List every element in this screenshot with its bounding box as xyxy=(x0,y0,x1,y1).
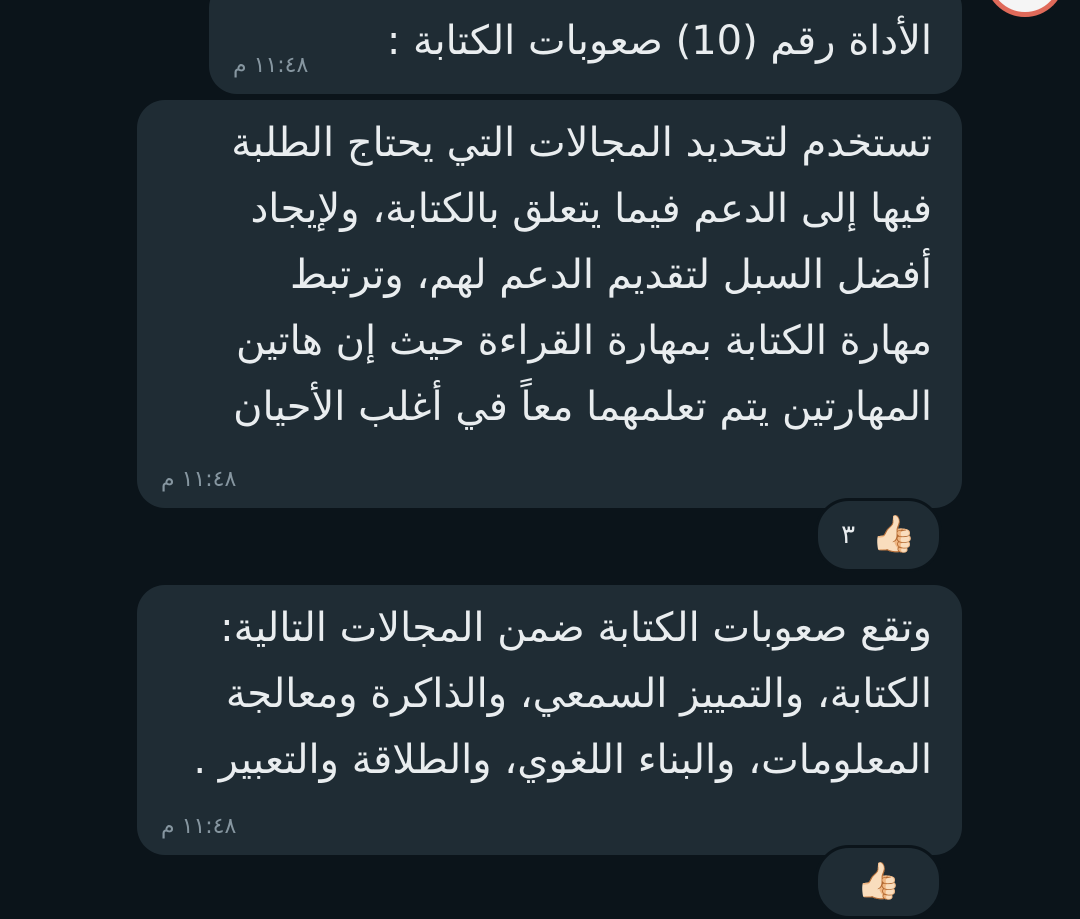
thumbs-up-icon: 👍🏻 xyxy=(871,514,916,555)
message-time: ١١:٤٨ م xyxy=(233,53,309,78)
message-time: ١١:٤٨ م xyxy=(161,814,237,839)
avatar[interactable] xyxy=(985,0,1065,17)
message-bubble[interactable] xyxy=(209,0,962,94)
message-time: ١١:٤٨ م xyxy=(161,467,237,492)
message-text: الأداة رقم (10) صعوبات الكتابة : xyxy=(386,18,932,64)
reaction-count: ٣ xyxy=(841,520,856,550)
reaction-badge[interactable] xyxy=(815,845,942,919)
thumbs-up-icon: 👍🏻 xyxy=(856,861,901,902)
message-text: تستخدم لتحديد المجالات التي يحتاج الطلبة فيها إلى الدعم فيما يتعلق بالكتابة، ولإيجاد أفضل السبل لتقديم الدعم لهم، وترتبط مهارة الكتابة بمهارة القراءة حيث إن هاتين المهارتين يتم تعلمهما معاً في أغلب الأحيان xyxy=(231,120,932,430)
message-text: وتقع صعوبات الكتابة ضمن المجالات التالية: الكتابة، والتمييز السمعي، والذاكرة ومعالجة المعلومات، والبناء اللغوي، والطلاقة والتعبير . xyxy=(193,605,932,783)
message-bubble[interactable] xyxy=(137,100,962,508)
reaction-badge[interactable] xyxy=(815,498,942,572)
message-bubble[interactable] xyxy=(137,585,962,855)
